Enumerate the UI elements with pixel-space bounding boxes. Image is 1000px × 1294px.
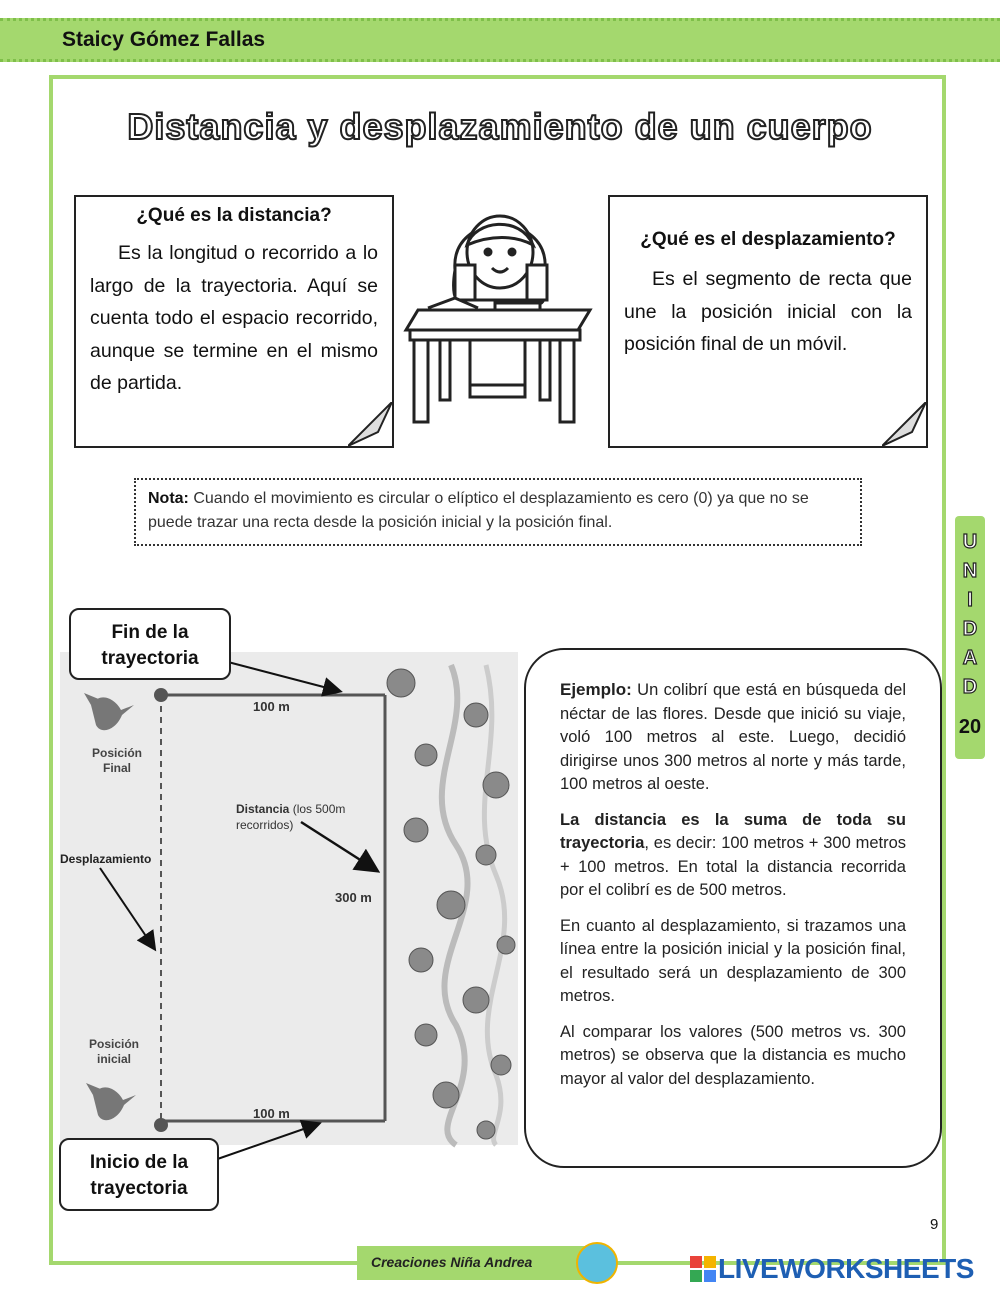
example-box [524, 648, 942, 1168]
unit-letter: D [962, 618, 978, 640]
note-box [134, 478, 862, 546]
unit-letter: I [967, 589, 973, 611]
distance-definition: Es la longitud o recorrido a lo largo de la trayectoria. Aquí se cuenta todo el espacio recorrido, aunque se termine en el mismo de partida. [90, 242, 378, 394]
displacement-definition: Es el segmento de recta que une la posición inicial con la posición final de un móvil. [624, 268, 912, 355]
start-trajectory-box: Inicio de la trayectoria [59, 1138, 219, 1211]
credit-text: Creaciones Niña Andrea [371, 1254, 533, 1270]
liveworksheets-logo[interactable] [690, 1253, 990, 1287]
example-paragraph-2 [560, 809, 906, 903]
distance-label-rest: (los 500m recorridos) [236, 802, 346, 832]
note-label: Nota: [148, 490, 189, 507]
distance-label-bold: Distancia [236, 802, 290, 816]
final-position-label: Posición Final [91, 746, 142, 775]
side-length-label: 300 m [335, 890, 372, 905]
liveworksheets-mark-icon [690, 1256, 716, 1282]
unit-letters [955, 528, 985, 702]
displacement-label: Desplazamiento [60, 852, 152, 866]
example-text-2-bold: La distancia es la suma de toda su trayectoria [560, 810, 906, 852]
author-name: Staicy Gómez Fallas [62, 28, 266, 51]
example-text-1: Un colibrí que está en búsqueda del néctar de las flores. Desde que inició su viaje, voló 100 metros al este. Luego, decidió dirigirse unos 300 metros al norte y más tarde, 100 metros al oeste. [560, 681, 906, 793]
trajectory-figure [56, 605, 518, 1215]
liveworksheets-brand: LIVEWORKSHEETS [718, 1253, 974, 1284]
top-length-label: 100 m [253, 699, 290, 714]
distance-heading: ¿Qué es la distancia? [136, 205, 332, 226]
example-label: Ejemplo: [560, 680, 632, 699]
unit-letter: N [962, 560, 978, 582]
page-fold-icon [882, 402, 928, 448]
credit-tag [357, 1246, 585, 1280]
author-logo-icon [576, 1242, 618, 1284]
trajectory-diagram [56, 605, 518, 1215]
page-title: Distancia y desplazamiento de un cuerpo [127, 106, 873, 147]
unit-letter: D [962, 676, 978, 698]
example-paragraph-3: En cuanto al desplazamiento, si trazamos una línea entre la posición inicial y la posición final, el resultado será un desplazamiento de 300 metros. [560, 916, 906, 1005]
note-text: Cuando el movimiento es circular o elíptico el desplazamiento es cero (0) ya que no se puede trazar una recta desde la posición inicial y la posición final. [148, 490, 809, 531]
page-fold-icon [348, 402, 394, 448]
unit-letter: U [962, 531, 978, 553]
end-trajectory-box: Fin de la trayectoria [69, 608, 231, 680]
distance-label [236, 801, 366, 833]
girl-at-desk-illustration [400, 190, 600, 430]
displacement-heading: ¿Qué es el desplazamiento? [640, 229, 896, 250]
example-text-2: , es decir: 100 metros + 300 metros + 100 metros. En total la distancia recorrida por el colibrí es de 500 metros. [560, 834, 906, 899]
example-paragraph-4: Al comparar los valores (500 metros vs. 300 metros) se observa que la distancia es mucho mayor al valor del desplazamiento. [560, 1022, 906, 1088]
unit-tab [955, 516, 985, 759]
page-number: 9 [930, 1216, 939, 1233]
unit-number: 20 [958, 716, 982, 738]
example-paragraph-1 [560, 678, 906, 797]
distance-card [74, 195, 394, 448]
displacement-card [608, 195, 928, 448]
initial-position-label: Posición inicial [88, 1037, 139, 1066]
bottom-length-label: 100 m [253, 1106, 290, 1121]
unit-letter: A [962, 647, 978, 669]
